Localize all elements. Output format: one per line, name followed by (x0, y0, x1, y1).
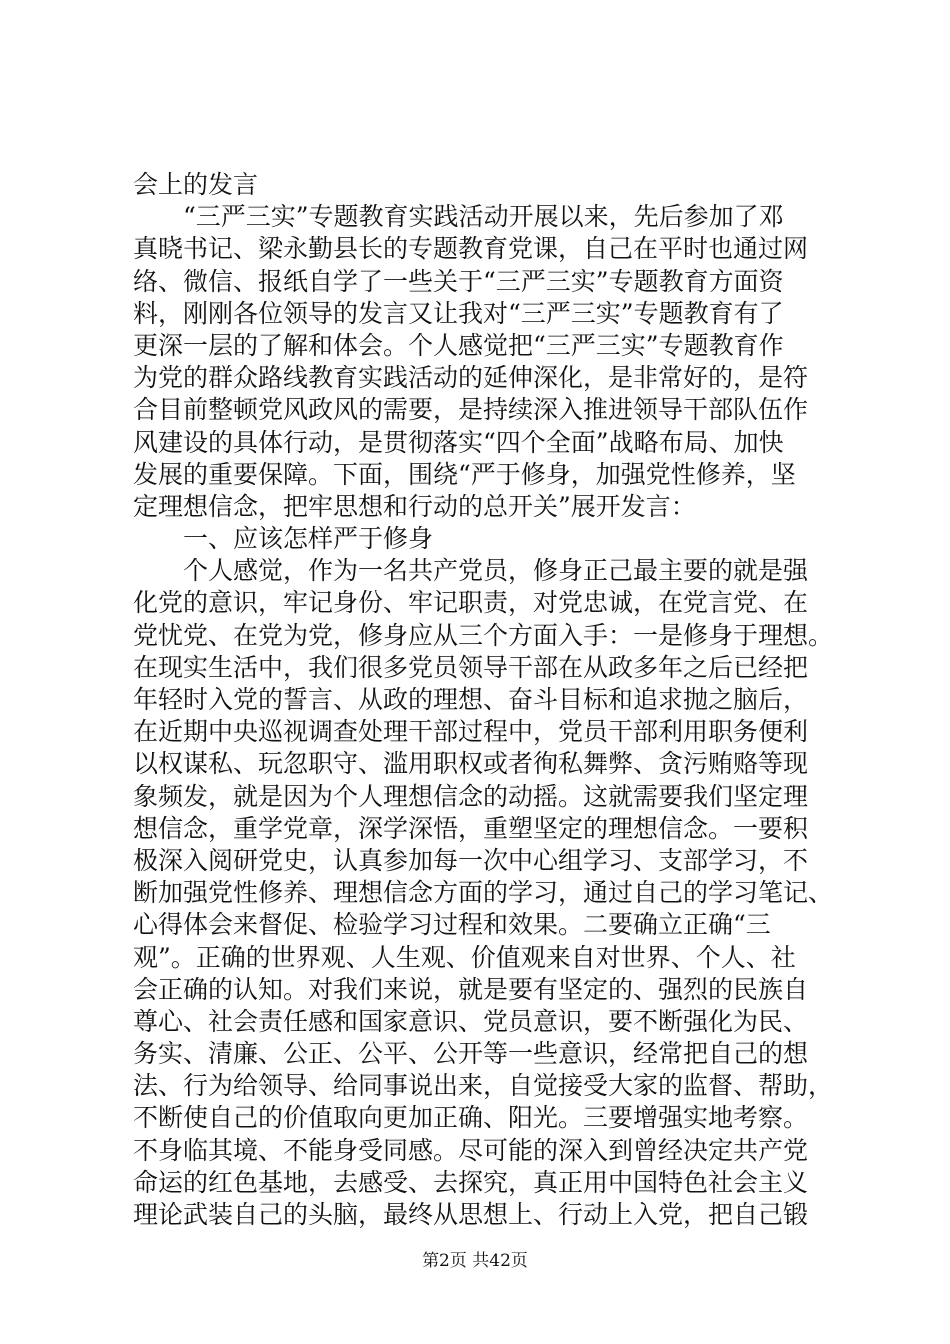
text-line: 发展的重要保障。下面，围绕“严于修身，加强党性修养，坚 (133, 459, 796, 489)
text-line: 风建设的具体行动，是贯彻落实“四个全面”战略布局、加快 (133, 427, 784, 457)
text-line: 想信念，重学党章，深学深悟，重塑坚定的理想信念。一要积 (133, 813, 809, 843)
text-line: 合目前整顿党风政风的需要，是持续深入推进领导干部队伍作 (133, 395, 809, 425)
text-line: 料，刚刚各位领导的发言又让我对“三严三实”专题教育有了 (133, 298, 784, 328)
document-body (133, 169, 833, 1231)
text-line: 法、行为给领导、给同事说出来，自觉接受大家的监督、帮助， (133, 1071, 834, 1101)
text-line: 命运的红色基地，去感受、去探究，真正用中国特色社会主义 (133, 1167, 809, 1197)
text-line: 断加强党性修养、理想信念方面的学习，通过自己的学习笔记、 (133, 878, 834, 908)
text-line: 极深入阅研党史，认真参加每一次中心组学习、支部学习，不 (133, 845, 809, 875)
text-line: 真晓书记、梁永勤县长的专题教育党课，自己在平时也通过网 (133, 234, 809, 264)
text-line: 更深一层的了解和体会。个人感觉把“三严三实”专题教育作 (133, 330, 784, 360)
text-line: 心得体会来督促、检验学习过程和效果。二要确立正确“三 (133, 910, 771, 940)
text-line: 络、微信、报纸自学了一些关于“三严三实”专题教育方面资 (133, 266, 784, 296)
text-line: 会正确的认知。对我们来说，就是要有坚定的、强烈的民族自 (133, 974, 809, 1004)
text-line: 不身临其境、不能身受同感。尽可能的深入到曾经决定共产党 (133, 1135, 809, 1165)
text-line: 理论武装自己的头脑，最终从思想上、行动上入党，把自己锻 (133, 1200, 809, 1229)
text-line: 在近期中央巡视调查处理干部过程中，党员干部利用职务便利 (133, 717, 809, 747)
page-number: 第2页 共42页 (422, 1251, 528, 1271)
text-line: 不断使自己的价值取向更加正确、阳光。三要增强实地考察。 (133, 1103, 809, 1133)
text-line: 为党的群众路线教育实践活动的延伸深化，是非常好的，是符 (133, 363, 809, 393)
text-line: 会上的发言 (133, 170, 259, 199)
text-line: 化党的意识，牢记身份、牢记职责，对党忠诚，在党言党、在 (133, 588, 809, 618)
section-heading: 一、应该怎样严于修身 (183, 524, 434, 554)
text-line: 尊心、社会责任感和国家意识、党员意识，要不断强化为民、 (133, 1006, 809, 1036)
text-line: 象频发，就是因为个人理想信念的动摇。这就需要我们坚定理 (133, 781, 809, 811)
text-line: 党忧党、在党为党，修身应从三个方面入手：一是修身于理想。 (133, 620, 834, 650)
text-line: 定理想信念，把牢思想和行动的总开关”展开发言： (133, 491, 696, 521)
text-line: “三严三实”专题教育实践活动开展以来，先后参加了邓 (183, 202, 784, 232)
text-line: 年轻时入党的誓言、从政的理想、奋斗目标和追求抛之脑后， (133, 685, 809, 714)
text-line: 个人感觉，作为一名共产党员，修身正己最主要的就是强 (183, 556, 809, 586)
text-line: 观”。正确的世界观、人生观、价值观来自对世界、个人、社 (133, 942, 796, 972)
text-line: 以权谋私、玩忽职守、滥用职权或者徇私舞弊、贪污贿赂等现 (133, 749, 809, 779)
text-line: 在现实生活中，我们很多党员领导干部在从政多年之后已经把 (133, 652, 809, 682)
text-line: 务实、清廉、公正、公平、公开等一些意识，经常把自己的想 (133, 1039, 809, 1069)
